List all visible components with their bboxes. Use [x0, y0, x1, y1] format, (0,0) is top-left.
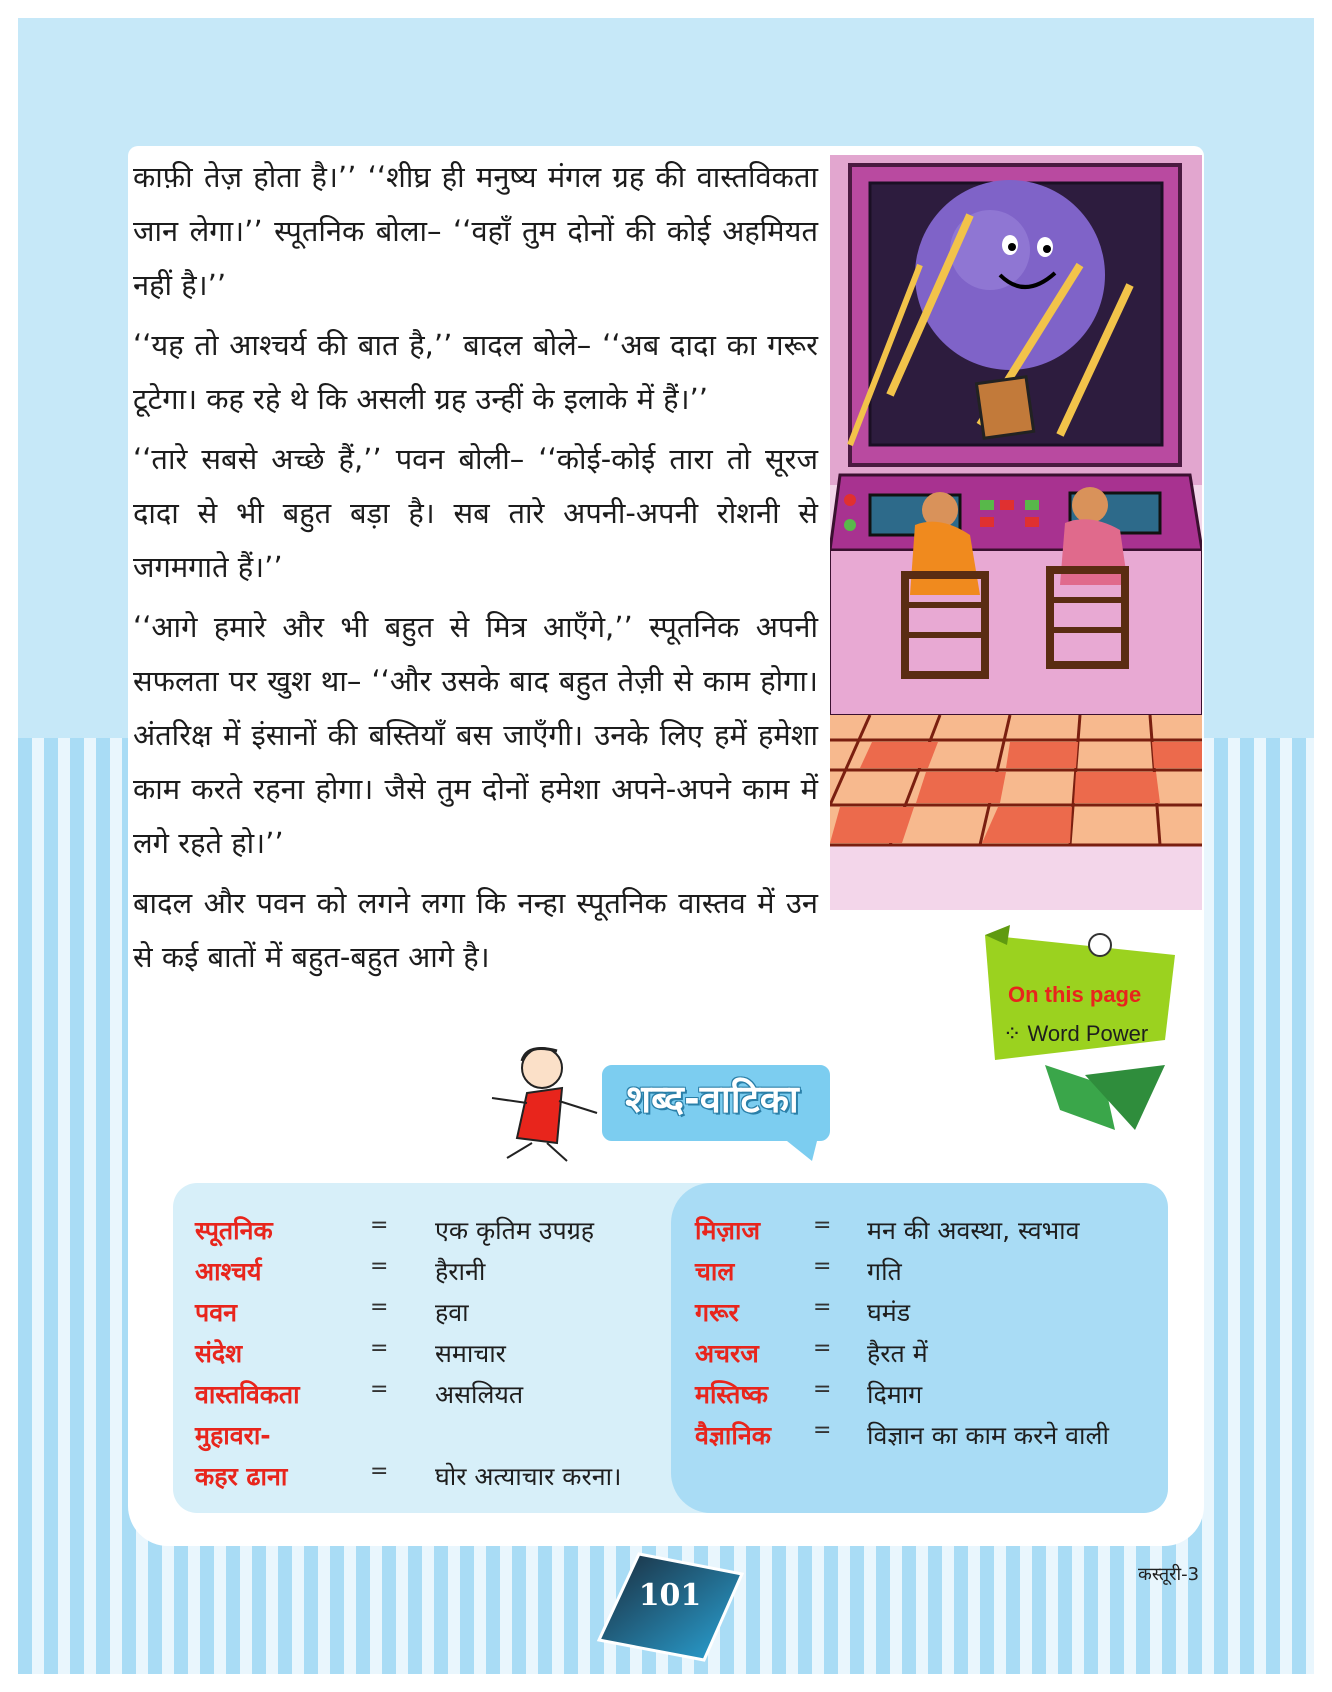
vocab-meaning: हैरानी: [435, 1257, 486, 1286]
vocab-term: कहर ढाना: [195, 1462, 288, 1491]
vocab-term: मस्तिष्क: [695, 1380, 768, 1409]
smiley-icon: [1089, 934, 1111, 956]
vocab-term: आश्चर्य: [195, 1257, 262, 1286]
story-paragraph: काफ़ी तेज़ होता है।’’ ‘‘शीघ्र ही मनुष्य मंगल ग्रह की वास्तविकता जान लेगा।’’ स्पूतनिक बोला– ‘‘वहाँ तुम दोनों की कोई अहमियत नहीं है।’’: [133, 160, 818, 302]
story-paragraph: ‘‘यह तो आश्चर्य की बात है,’’ बादल बोले– ‘‘अब दादा का गरूर टूटेगा। कह रहे थे कि असली ग्रह उन्हीं के इलाके में हैं।’’: [133, 328, 818, 416]
vocab-equals: =: [370, 1213, 389, 1238]
vocab-meaning: घमंड: [867, 1298, 911, 1327]
vocab-equals: =: [370, 1295, 389, 1320]
vocab-term: अचरज: [695, 1339, 759, 1368]
vocab-term: गरूर: [695, 1298, 739, 1327]
page-number: 101: [638, 1578, 702, 1613]
vocab-meaning: असलियत: [435, 1380, 524, 1409]
vocab-meaning: हवा: [435, 1298, 469, 1327]
vocab-term: पवन: [195, 1298, 237, 1327]
vocab-meaning: समाचार: [435, 1339, 506, 1368]
vocab-meaning: गति: [867, 1257, 902, 1286]
vocabulary-panel: [173, 1183, 1168, 1513]
story-paragraph: ‘‘तारे सबसे अच्छे हैं,’’ पवन बोली– ‘‘कोई-कोई तारा तो सूरज दादा से भी बहुत बड़ा है। सब तारे अपनी-अपनी रोशनी से जगमगाते हैं।’’: [133, 442, 818, 584]
vocab-equals: =: [813, 1295, 832, 1320]
control-room-illustration: [830, 155, 1202, 910]
vocab-equals: =: [813, 1213, 832, 1238]
vocab-term: वास्तविकता: [195, 1380, 300, 1409]
on-this-page-item: ⁘ Word Power: [1003, 1021, 1149, 1046]
vocab-equals: =: [370, 1336, 389, 1361]
section-badge-label: शब्द-वाटिका: [625, 1077, 799, 1121]
vocab-term: स्पूतनिक: [195, 1216, 273, 1245]
story-paragraph: ‘‘आगे हमारे और भी बहुत से मित्र आएँगे,’’ स्पूतनिक अपनी सफलता पर खुश था– ‘‘और उसके बाद बहुत तेज़ी से काम होगा। अंतरिक्ष में इंसानों की बस्तियाँ बस जाएँगी। उनके लिए हमें हमेशा काम करते रहना होगा। जैसे तुम दोनों हमेशा अपने-अपने काम में लगे रहते हो।’’: [133, 610, 818, 860]
book-title: कस्तूरी-3: [1138, 1564, 1200, 1585]
vocab-equals: =: [813, 1254, 832, 1279]
vocab-meaning: हैरत में: [867, 1339, 928, 1368]
vocab-term: मिज़ाज: [695, 1216, 761, 1245]
vocab-meaning: दिमाग: [867, 1380, 923, 1409]
story-text: [133, 150, 818, 990]
vocab-term: चाल: [695, 1257, 735, 1286]
girl-illustration-icon: [522, 1048, 562, 1088]
vocab-meaning: मन की अवस्था, स्वभाव: [867, 1216, 1080, 1245]
vocab-equals: =: [370, 1459, 389, 1484]
vocab-meaning: विज्ञान का काम करने वाली: [867, 1421, 1109, 1450]
vocab-term: वैज्ञानिक: [695, 1421, 771, 1450]
vocab-meaning: एक कृतिम उपग्रह: [435, 1216, 595, 1245]
vocab-term: मुहावरा-: [195, 1421, 271, 1450]
vocab-term: संदेश: [195, 1339, 243, 1368]
story-paragraph: बादल और पवन को लगने लगा कि नन्हा स्पूतनिक वास्तव में उन से कई बातों में बहुत-बहुत आगे है।: [133, 886, 818, 974]
vocab-equals: =: [813, 1336, 832, 1361]
vocab-meaning: घोर अत्याचार करना।: [435, 1462, 622, 1491]
on-this-page-title: On this page: [1008, 982, 1142, 1007]
vocab-equals: =: [813, 1377, 832, 1402]
vocab-equals: =: [813, 1418, 832, 1443]
vocab-equals: =: [370, 1377, 389, 1402]
vocab-equals: =: [370, 1254, 389, 1279]
